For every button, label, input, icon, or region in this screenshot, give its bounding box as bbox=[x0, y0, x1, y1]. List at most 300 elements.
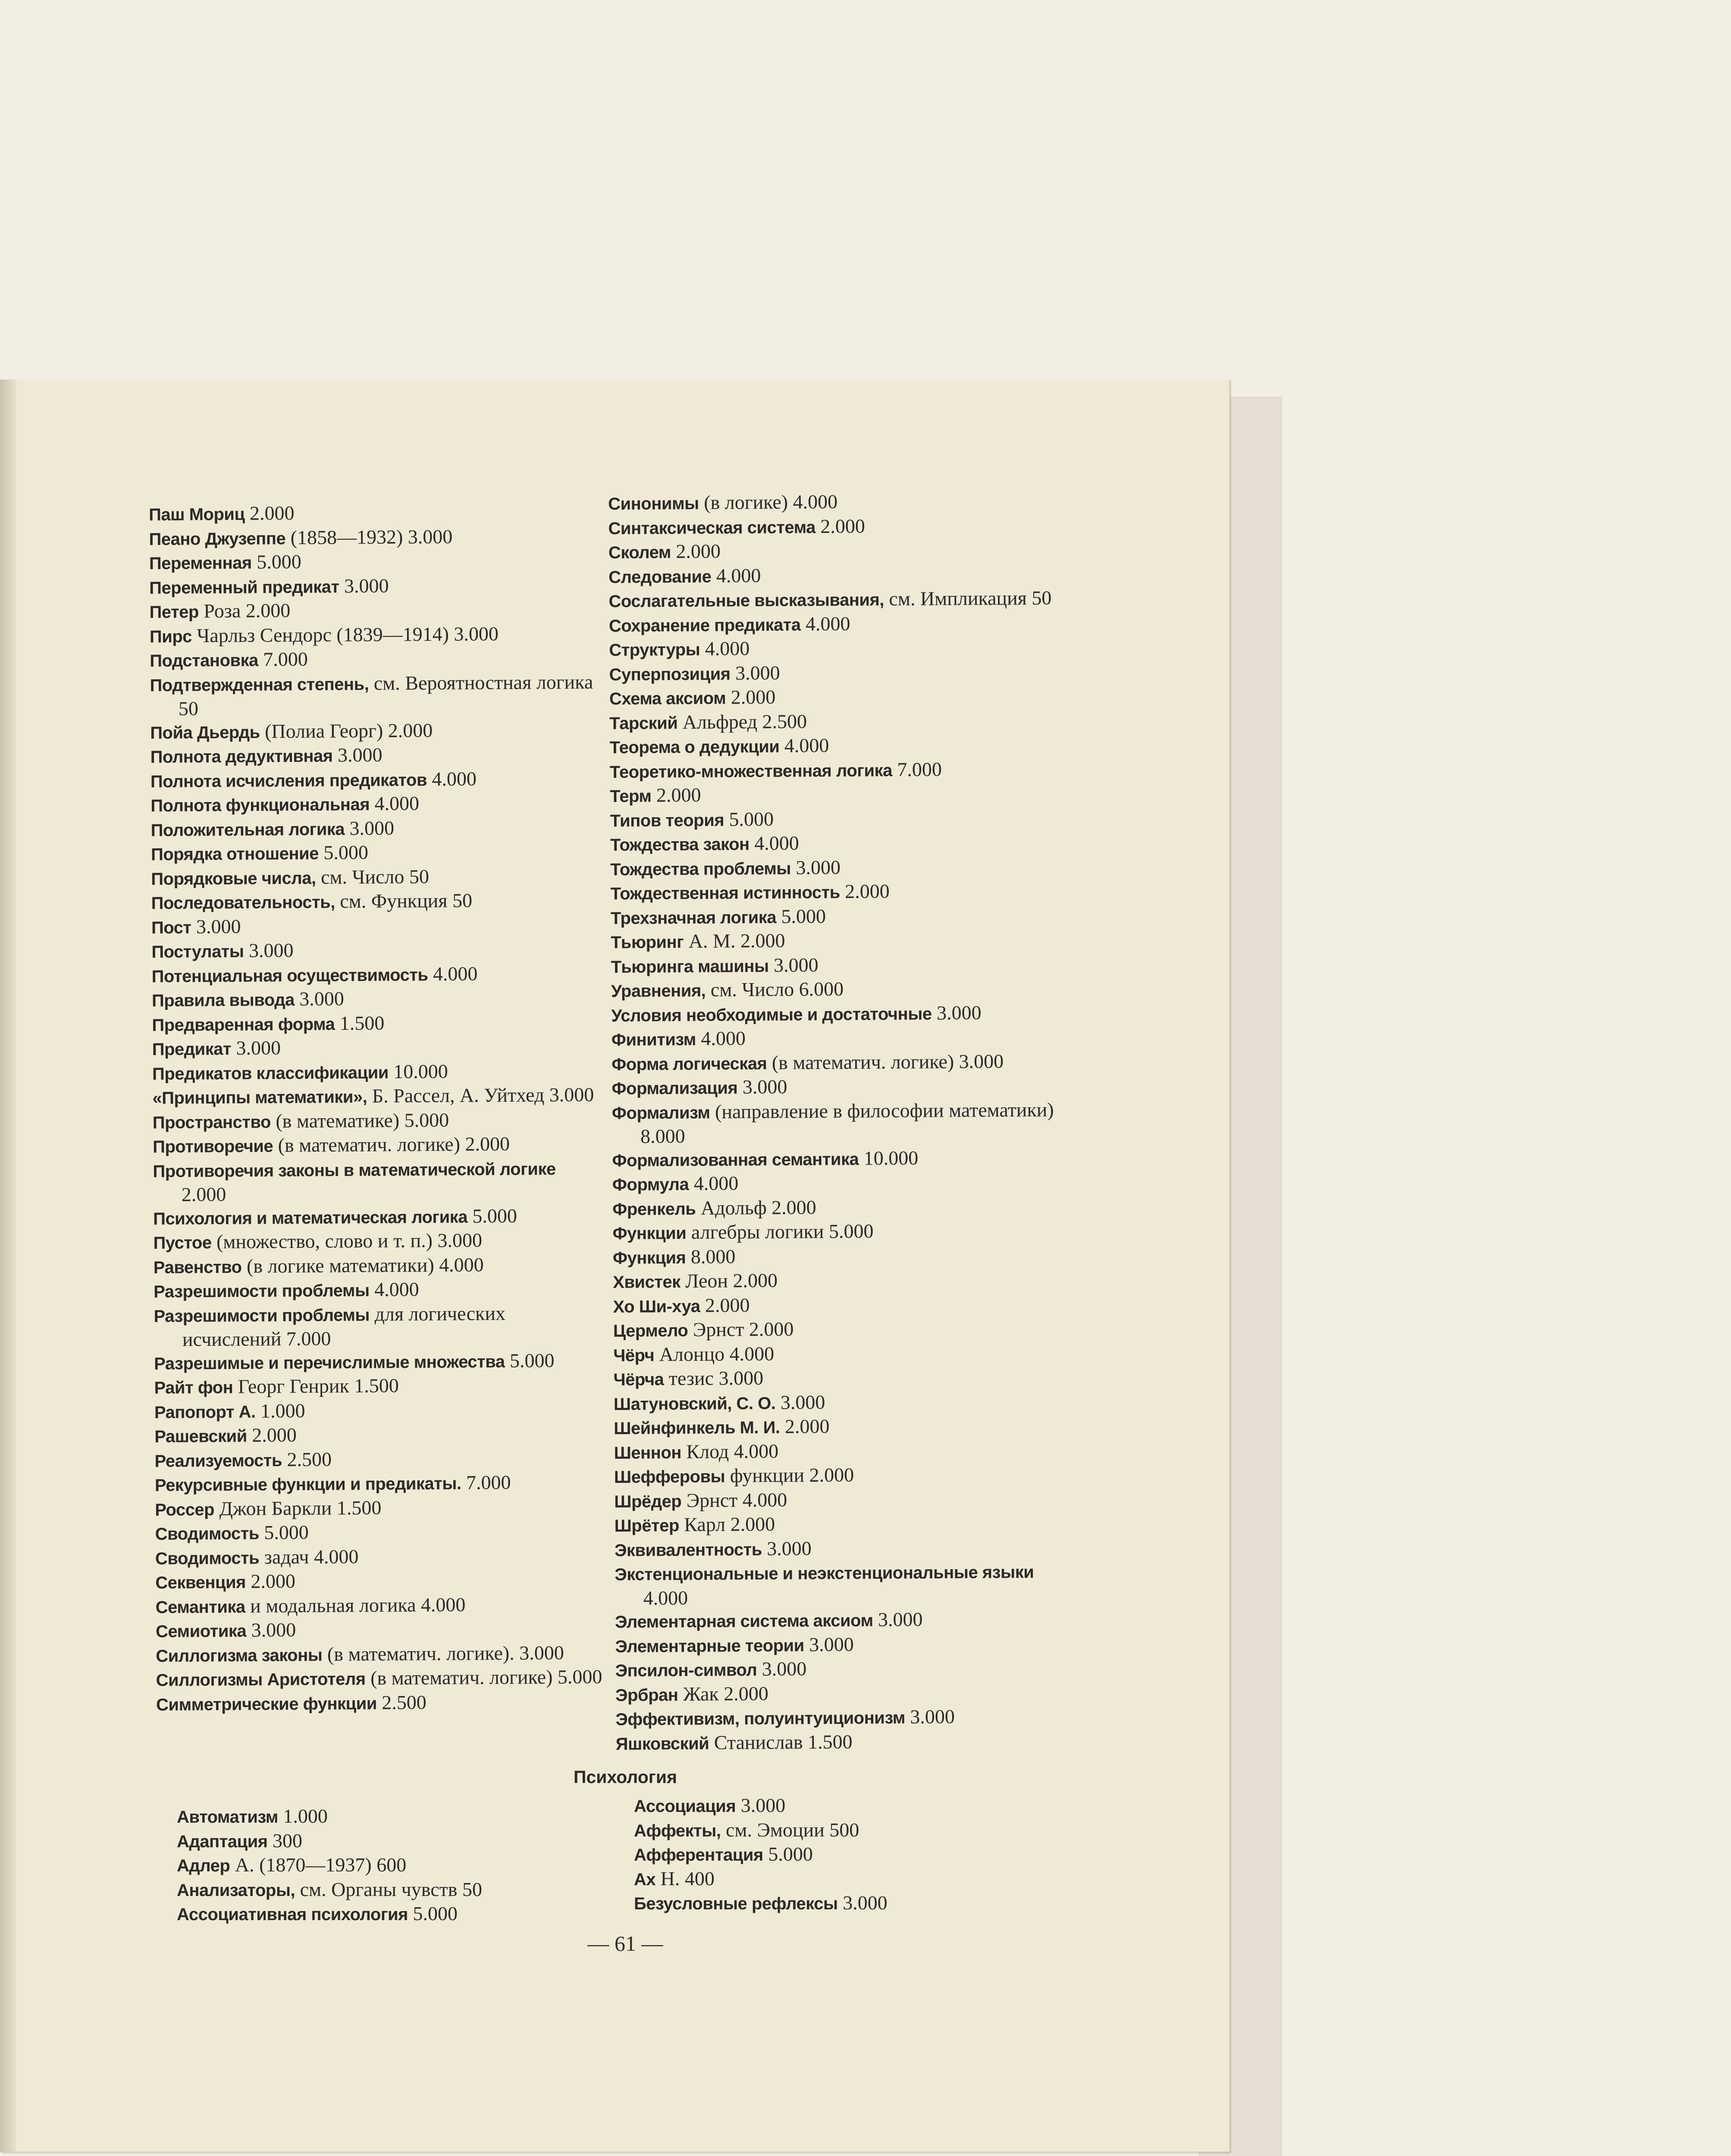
index-entry bbox=[612, 1098, 1061, 1148]
index-entry bbox=[634, 1891, 1082, 1916]
entry-detail: 3.000 bbox=[736, 1794, 786, 1816]
entry-term: Семантика bbox=[155, 1597, 245, 1617]
entry-detail: 1.000 bbox=[255, 1399, 305, 1422]
index-entry bbox=[615, 1705, 1064, 1732]
index-entry bbox=[608, 513, 1057, 540]
entry-detail: 5.000 bbox=[724, 808, 774, 830]
index-entry bbox=[610, 830, 1059, 857]
index-entry bbox=[177, 1829, 625, 1854]
entry-term: Сохранение предиката bbox=[608, 615, 801, 636]
entry-detail: 2.000 bbox=[245, 1570, 296, 1592]
index-entry bbox=[615, 1560, 1063, 1610]
entry-detail: 5.000 bbox=[467, 1204, 517, 1227]
index-entry bbox=[611, 1000, 1060, 1028]
index-entry bbox=[609, 611, 1057, 638]
entry-term: Экстенциональные и неэкстенциональные языки bbox=[615, 1563, 1034, 1584]
entry-term: Силлогизма законы bbox=[156, 1645, 323, 1666]
index-entry bbox=[611, 1074, 1060, 1101]
index-entry bbox=[153, 1156, 602, 1206]
index-entry bbox=[611, 928, 1059, 955]
entry-term: Пеано Джузеппе bbox=[149, 529, 286, 549]
entry-term: Форма логическая bbox=[611, 1054, 767, 1074]
index-entry bbox=[613, 1365, 1062, 1392]
index-entry bbox=[152, 1083, 601, 1110]
entry-detail: (множество, слово и т. п.) 3.000 bbox=[211, 1229, 483, 1253]
entry-term: Переменная bbox=[149, 553, 252, 573]
entry-term: Правила вывода bbox=[151, 990, 295, 1010]
entry-detail: 5.000 bbox=[776, 905, 826, 928]
index-entry bbox=[152, 1034, 601, 1062]
index-entry bbox=[155, 1568, 604, 1595]
index-entry bbox=[155, 1470, 603, 1498]
entry-detail: 3.000 bbox=[804, 1633, 854, 1655]
index-entry bbox=[609, 635, 1057, 662]
index-entry bbox=[152, 986, 600, 1013]
entry-detail: (в логике математики) 4.000 bbox=[241, 1253, 484, 1277]
index-entry bbox=[150, 742, 599, 769]
entry-term: Следование bbox=[608, 567, 712, 587]
entry-detail: 2.500 bbox=[282, 1448, 332, 1470]
section-title: Психология bbox=[573, 1767, 677, 1787]
index-entry bbox=[155, 1519, 603, 1546]
entry-term: Симметрические функции bbox=[156, 1694, 377, 1714]
index-entry bbox=[614, 1413, 1062, 1441]
index-entry bbox=[615, 1607, 1063, 1634]
index-entry bbox=[177, 1878, 625, 1902]
index-entry bbox=[608, 489, 1057, 516]
entry-detail: 2.500 bbox=[376, 1691, 426, 1714]
index-entry bbox=[615, 1631, 1063, 1658]
entry-detail: 4.000 bbox=[800, 612, 850, 635]
entry-term: Эпсилон-символ bbox=[615, 1660, 757, 1680]
index-entry bbox=[613, 1267, 1061, 1294]
index-entry bbox=[149, 597, 598, 624]
entry-detail: алгебры логики 5.000 bbox=[686, 1220, 874, 1243]
index-entry bbox=[150, 718, 599, 745]
entry-detail: 3.000 bbox=[339, 574, 389, 597]
index-entry bbox=[614, 1486, 1063, 1514]
entry-term: Хо Ши-хуа bbox=[613, 1297, 700, 1316]
entry-detail: 7.000 bbox=[258, 648, 308, 671]
index-entry bbox=[150, 670, 599, 720]
entry-term: Противоречие bbox=[152, 1137, 273, 1156]
entry-detail: Леон 2.000 bbox=[680, 1269, 778, 1292]
entry-term: Суперпозиция bbox=[609, 664, 731, 684]
entry-term: Психология и математическая логика bbox=[153, 1207, 468, 1228]
entry-term: Порядковые числа, bbox=[151, 868, 316, 889]
entry-term: Френкель bbox=[612, 1199, 696, 1219]
entry-detail: Жак 2.000 bbox=[678, 1682, 768, 1705]
entry-detail: и модальная логика 4.000 bbox=[245, 1593, 466, 1617]
entry-term: Безусловные рефлексы bbox=[634, 1894, 838, 1913]
index-entry bbox=[154, 1348, 602, 1376]
index-entry bbox=[616, 1729, 1064, 1756]
index-entry bbox=[611, 1049, 1060, 1076]
entry-term: Разрешимые и перечислимые множества bbox=[154, 1352, 505, 1373]
entry-term: Элементарные теории bbox=[615, 1636, 804, 1656]
entry-term: Формализованная семантика bbox=[612, 1149, 859, 1170]
entry-detail: Георг Генрик 1.500 bbox=[233, 1374, 399, 1398]
entry-term: Паш Мориц bbox=[149, 505, 245, 524]
entry-detail: Карл 2.000 bbox=[679, 1513, 775, 1536]
index-entry bbox=[634, 1794, 1082, 1818]
entry-term: Яшковский bbox=[615, 1734, 709, 1754]
entry-detail: 1.500 bbox=[335, 1012, 385, 1034]
entry-term: Терм bbox=[610, 787, 652, 806]
entry-term: Семиотика bbox=[155, 1621, 247, 1641]
entry-detail: 2.000 bbox=[840, 880, 890, 903]
index-entry bbox=[615, 1680, 1064, 1707]
index-entry bbox=[615, 1656, 1064, 1683]
entry-term: Эффективизм, полуинтуиционизм bbox=[615, 1708, 906, 1729]
entry-detail: 4.000 bbox=[369, 792, 420, 815]
index-entry bbox=[609, 684, 1058, 711]
entry-term: Пространство bbox=[152, 1112, 271, 1132]
entry-detail: 2.000 bbox=[700, 1294, 750, 1316]
index-entry bbox=[156, 1665, 605, 1692]
entry-term: Разрешимости проблемы bbox=[154, 1305, 370, 1326]
entry-term: Афферентация bbox=[634, 1846, 763, 1865]
entry-term: Тождественная истинность bbox=[610, 883, 840, 903]
entry-detail: 300 bbox=[267, 1829, 303, 1852]
entry-term: Формула bbox=[612, 1175, 689, 1194]
entry-detail: 4.000 bbox=[426, 767, 477, 790]
entry-detail: 4.000 bbox=[700, 637, 750, 660]
entry-detail: 3.000 bbox=[730, 661, 780, 684]
entry-term: Разрешимости проблемы bbox=[154, 1281, 370, 1301]
entry-detail: 2.000 bbox=[671, 540, 721, 563]
index-entry bbox=[634, 1818, 1082, 1843]
entry-detail: Роза 2.000 bbox=[198, 599, 291, 622]
index-entry bbox=[154, 1277, 602, 1304]
index-entry bbox=[154, 1422, 603, 1449]
entry-detail: см. Число 6.000 bbox=[706, 978, 844, 1001]
entry-detail: 4.000 bbox=[711, 564, 761, 587]
entry-term: Тождества проблемы bbox=[610, 859, 791, 879]
entry-term: Пост bbox=[151, 918, 191, 937]
entry-term: Тарский bbox=[609, 713, 678, 733]
entry-term: Формализм bbox=[611, 1103, 710, 1123]
index-entry bbox=[612, 1194, 1061, 1221]
entry-term: Переменный предикат bbox=[149, 577, 339, 598]
entry-term: Тьюринг bbox=[611, 932, 684, 952]
entry-term: Реализуемость bbox=[154, 1451, 282, 1471]
index-entry bbox=[177, 1902, 625, 1927]
entry-term: Адаптация bbox=[177, 1832, 268, 1851]
entry-term: Эрбран bbox=[615, 1685, 678, 1705]
entry-detail: 4.000 bbox=[749, 832, 799, 855]
binding-gutter bbox=[0, 379, 16, 2152]
entry-term: «Принципы математики», bbox=[152, 1087, 367, 1108]
page-number: — 61 — bbox=[587, 1931, 663, 1955]
entry-detail: 3.000 bbox=[762, 1537, 812, 1560]
entry-term: Уравнения, bbox=[611, 981, 706, 1001]
entry-term: Рашевский bbox=[154, 1426, 247, 1446]
index-entry bbox=[149, 524, 597, 551]
entry-term: Теорема о дедукции bbox=[609, 737, 780, 757]
entry-detail: 5.000 bbox=[763, 1843, 813, 1865]
index-entry bbox=[152, 961, 600, 988]
entry-term: Типов теория bbox=[610, 810, 724, 830]
index-entry bbox=[150, 621, 598, 649]
entry-detail: см. Органы чувств 50 bbox=[295, 1878, 482, 1900]
index-entry bbox=[156, 1689, 605, 1717]
entry-term: Шатуновский, С. О. bbox=[613, 1394, 776, 1414]
index-entry bbox=[611, 952, 1060, 979]
entry-detail: 2.000 bbox=[651, 783, 701, 806]
entry-term: Синонимы bbox=[608, 494, 699, 514]
index-entry bbox=[149, 500, 597, 527]
entry-detail: 4.000 bbox=[779, 734, 829, 757]
entry-detail: А. М. 2.000 bbox=[684, 929, 785, 952]
entry-detail: 5.000 bbox=[408, 1902, 458, 1924]
psychology-column-left bbox=[177, 1805, 625, 1927]
entry-term: Функция bbox=[612, 1248, 686, 1268]
index-entry bbox=[151, 840, 599, 867]
index-entry bbox=[609, 659, 1057, 686]
entry-term: Постулаты bbox=[151, 942, 244, 962]
entry-detail: 7.000 bbox=[461, 1471, 511, 1494]
index-entry bbox=[611, 903, 1059, 930]
entry-term: Адлер bbox=[177, 1856, 230, 1875]
index-entry bbox=[155, 1495, 603, 1522]
index-entry bbox=[613, 1291, 1061, 1319]
index-entry bbox=[153, 1107, 601, 1134]
entry-term: Предваренная форма bbox=[152, 1014, 335, 1035]
entry-detail: 3.000 bbox=[344, 817, 395, 839]
index-entry bbox=[610, 805, 1058, 833]
entry-detail: Эрнст 2.000 bbox=[688, 1318, 794, 1341]
entry-detail: Станислав 1.500 bbox=[709, 1730, 853, 1754]
index-entry bbox=[152, 1059, 601, 1086]
entry-term: Пирс bbox=[149, 627, 192, 646]
entry-term: Чёрч bbox=[613, 1345, 655, 1365]
entry-detail: 4.000 bbox=[689, 1172, 739, 1194]
entry-term: Финитизм bbox=[611, 1030, 696, 1050]
entry-detail: Клод 4.000 bbox=[681, 1440, 779, 1463]
entry-detail: 4.000 bbox=[428, 962, 478, 985]
index-entry bbox=[610, 757, 1058, 784]
index-entry bbox=[609, 733, 1058, 760]
entry-detail: 3.000 bbox=[837, 1892, 887, 1914]
entry-term: Противоречия законы в математической логике bbox=[153, 1159, 556, 1181]
index-entry bbox=[150, 646, 598, 673]
entry-detail: 2.000 bbox=[245, 501, 295, 524]
entry-term: Шеннон bbox=[614, 1443, 682, 1463]
entry-term: Автоматизм bbox=[177, 1808, 278, 1827]
entry-detail: 3.000 bbox=[231, 1037, 281, 1059]
entry-detail: 5.000 bbox=[259, 1521, 309, 1544]
entry-detail: Джон Баркли 1.500 bbox=[214, 1496, 382, 1520]
entry-detail: 3.000 bbox=[757, 1658, 807, 1680]
entry-detail: см. Импликация 50 bbox=[884, 586, 1052, 610]
entry-detail: А. (1870—1937) 600 bbox=[230, 1854, 407, 1876]
entry-term: Шрёдер bbox=[614, 1492, 682, 1511]
index-entry bbox=[154, 1373, 602, 1400]
index-entry bbox=[154, 1397, 603, 1424]
index-entry bbox=[611, 976, 1060, 1003]
entry-term: Ах bbox=[634, 1870, 656, 1889]
entry-term: Райт фон bbox=[154, 1378, 233, 1398]
entry-detail: 1.000 bbox=[278, 1805, 328, 1827]
index-entry bbox=[613, 1316, 1062, 1343]
index-entry bbox=[613, 1243, 1061, 1270]
entry-term: Предикат bbox=[152, 1039, 232, 1059]
entry-term: Цермело bbox=[613, 1321, 688, 1341]
entry-term: Сводимость bbox=[155, 1548, 260, 1568]
index-entry bbox=[614, 1511, 1063, 1538]
entry-detail: Адольф 2.000 bbox=[696, 1196, 816, 1219]
entry-detail: 3.000 bbox=[737, 1075, 787, 1098]
entry-detail: (в математич. логике). 3.000 bbox=[322, 1641, 564, 1665]
entry-detail: Б. Рассел, А. Уйтхед 3.000 bbox=[367, 1083, 594, 1107]
entry-term: Схема аксиом bbox=[609, 689, 726, 708]
entry-detail: (в математике) 5.000 bbox=[270, 1109, 449, 1132]
entry-term: Потенциальная осуществимость bbox=[151, 965, 428, 986]
index-entry bbox=[610, 854, 1059, 881]
index-entry bbox=[153, 1203, 602, 1231]
entry-detail: 5.000 bbox=[251, 550, 301, 573]
entry-term: Предикатов классификации bbox=[152, 1063, 389, 1084]
entry-detail: 3.000 bbox=[790, 856, 841, 878]
entry-detail: Н. 400 bbox=[655, 1867, 715, 1890]
index-entry bbox=[153, 1132, 601, 1159]
entry-term: Ассоциация bbox=[634, 1797, 736, 1816]
entry-detail: 2.000 bbox=[181, 1183, 226, 1206]
entry-term: Шрётер bbox=[614, 1516, 679, 1536]
entry-term: Петер bbox=[149, 602, 199, 622]
entry-term: Функции bbox=[612, 1223, 687, 1243]
entry-detail: 4.000 bbox=[369, 1278, 419, 1300]
entry-detail: 2.000 bbox=[726, 686, 776, 708]
index-entry bbox=[609, 708, 1058, 735]
index-entry bbox=[634, 1843, 1082, 1867]
entry-detail: функции 2.000 bbox=[725, 1463, 854, 1487]
entry-term: Сослагательные высказывания, bbox=[608, 590, 884, 611]
index-entry bbox=[615, 1535, 1063, 1562]
entry-term: Формализация bbox=[611, 1078, 738, 1098]
entry-detail: 5.000 bbox=[318, 841, 369, 864]
entry-detail: 10.000 bbox=[859, 1147, 919, 1169]
index-entry bbox=[155, 1592, 604, 1619]
entry-detail: 3.000 bbox=[768, 953, 818, 976]
entry-detail: 7.000 bbox=[892, 758, 942, 780]
index-entry bbox=[608, 586, 1057, 614]
entry-term: Трехзначная логика bbox=[610, 908, 777, 928]
entry-detail: 3.000 bbox=[246, 1618, 296, 1641]
entry-detail: 4.000 bbox=[643, 1586, 688, 1609]
entry-term: Силлогизмы Аристотеля bbox=[156, 1669, 366, 1690]
index-entry bbox=[151, 766, 599, 793]
entry-term: Пойа Дьердь bbox=[150, 722, 260, 743]
entry-term: Сводимость bbox=[155, 1524, 259, 1544]
entry-term: Аффекты, bbox=[634, 1821, 721, 1840]
entry-detail: Альфред 2.500 bbox=[677, 710, 807, 733]
entry-term: Полнота функциональная bbox=[151, 795, 370, 815]
index-entry bbox=[151, 815, 599, 842]
index-entry bbox=[612, 1145, 1060, 1172]
entry-detail: (в математич. логике) 3.000 bbox=[767, 1050, 1004, 1074]
entry-detail: (направление в философии математики) 8.000 bbox=[640, 1098, 1054, 1147]
index-entry bbox=[608, 538, 1057, 565]
entry-term: Тождества закон bbox=[610, 835, 749, 855]
entry-detail: 8.000 bbox=[686, 1245, 736, 1268]
index-entry bbox=[154, 1252, 602, 1279]
entry-term: Рапопорт А. bbox=[154, 1402, 256, 1422]
entry-detail: (в математич. логике) 5.000 bbox=[365, 1665, 602, 1689]
entry-term: Шефферовы bbox=[614, 1467, 725, 1487]
index-entry bbox=[608, 562, 1057, 589]
index-entry bbox=[614, 1462, 1063, 1489]
entry-detail: задач 4.000 bbox=[259, 1545, 359, 1568]
entry-term: Синтаксическая система bbox=[608, 517, 816, 538]
entry-detail: 3.000 bbox=[905, 1705, 955, 1728]
index-entry bbox=[153, 1228, 602, 1255]
entry-detail: (в математич. логике) 2.000 bbox=[273, 1132, 510, 1156]
index-entry bbox=[155, 1543, 604, 1570]
entry-detail: 3.000 bbox=[332, 743, 383, 766]
entry-term: Подстановка bbox=[150, 651, 258, 671]
index-entry bbox=[177, 1805, 625, 1829]
index-entry bbox=[149, 573, 598, 600]
entry-detail: см. Вероятностная логика 50 bbox=[178, 671, 593, 720]
index-entry bbox=[151, 912, 600, 940]
entry-term: Последовательность, bbox=[151, 893, 335, 913]
entry-term: Условия необходимые и достаточные bbox=[611, 1004, 932, 1025]
entry-detail: Алонцо 4.000 bbox=[654, 1342, 775, 1365]
index-entry bbox=[611, 1025, 1060, 1052]
index-entry bbox=[151, 888, 600, 915]
entry-term: Анализаторы, bbox=[177, 1880, 295, 1900]
index-column-left bbox=[149, 500, 605, 1717]
entry-detail: Чарльз Сендорс (1839—1914) 3.000 bbox=[191, 622, 499, 646]
entry-term: Элементарная система аксиом bbox=[615, 1611, 873, 1632]
entry-detail: 2.000 bbox=[247, 1423, 297, 1446]
entry-detail: 4.000 bbox=[696, 1027, 746, 1050]
index-entry bbox=[151, 864, 599, 891]
entry-detail: 3.000 bbox=[294, 987, 344, 1010]
entry-detail: 5.000 bbox=[505, 1349, 555, 1372]
entry-detail: (1858—1932) 3.000 bbox=[285, 525, 453, 548]
entry-term: Положительная логика bbox=[151, 819, 345, 840]
index-entry bbox=[151, 791, 599, 818]
entry-term: Теоретико-множественная логика bbox=[609, 761, 893, 782]
entry-term: Полнота исчисления предикатов bbox=[150, 770, 427, 791]
entry-term: Эквивалентность bbox=[614, 1540, 762, 1560]
entry-term: Шейнфинкель М. И. bbox=[614, 1418, 780, 1438]
entry-detail: 3.000 bbox=[931, 1001, 982, 1024]
index-entry bbox=[612, 1170, 1061, 1197]
entry-term: Подтвержденная степень, bbox=[150, 674, 369, 695]
entry-detail: 3.000 bbox=[873, 1608, 923, 1631]
entry-detail: см. Число 50 bbox=[316, 865, 430, 888]
index-entry bbox=[612, 1219, 1061, 1246]
entry-term: Тьюринга машины bbox=[611, 956, 769, 977]
index-entry bbox=[634, 1867, 1082, 1892]
index-entry bbox=[177, 1853, 625, 1878]
entry-term: Полнота дедуктивная bbox=[150, 746, 333, 767]
entry-detail: (в логике) 4.000 bbox=[699, 490, 838, 514]
entry-term: Пустое bbox=[153, 1233, 212, 1253]
entry-detail: см. Эмоции 500 bbox=[721, 1818, 859, 1841]
index-entry bbox=[149, 548, 598, 576]
index-entry bbox=[610, 781, 1058, 808]
entry-term: Секвенция bbox=[155, 1573, 246, 1592]
index-entry bbox=[151, 937, 600, 964]
entry-term: Порядка отношение bbox=[151, 844, 319, 864]
entry-detail: см. Функция 50 bbox=[335, 889, 473, 912]
index-entry bbox=[156, 1641, 604, 1668]
